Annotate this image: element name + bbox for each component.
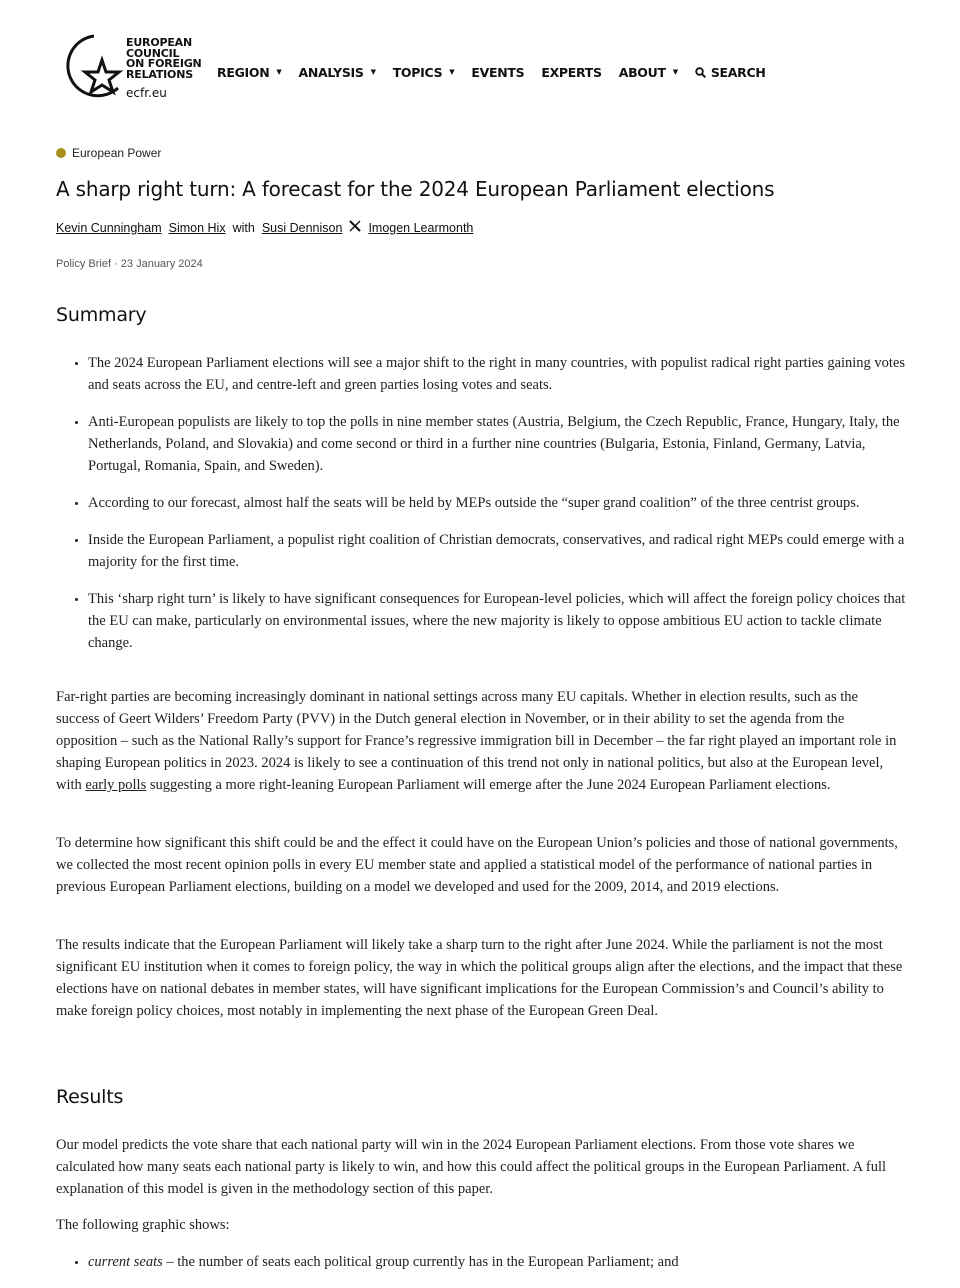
logo-wordmark [126, 38, 216, 80]
category-dot [56, 148, 66, 158]
nav-item-label: ANALYSIS [298, 64, 364, 80]
logo-domain: ecfr.eu [126, 86, 167, 100]
ecfr-logo[interactable] [56, 30, 206, 106]
nav-item-region[interactable] [217, 65, 281, 80]
list-item: • The 2024 European Parliament elections will see a major shift to the right in many countries, with populist radical right parties gaining votes and seats across the EU, and centre-left and green parties losing votes and seats. [88, 352, 916, 396]
list-item: • Inside the European Parliament, a populist right coalition of Christian democrats, conservatives, and radical right MEPs could emerge with a majority for the first time. [88, 529, 916, 573]
nav-item-label: REGION [217, 64, 270, 80]
term: current seats [88, 1254, 163, 1270]
nav-item-analysis[interactable] [298, 65, 375, 80]
nav-item-events[interactable] [471, 65, 524, 80]
category-label: European Power [72, 146, 162, 160]
nav-item-experts[interactable] [541, 65, 601, 80]
results-heading: Results [56, 1086, 124, 1108]
results-list [72, 1251, 916, 1288]
search-button[interactable] [695, 65, 766, 80]
logo-line: COUNCIL [126, 46, 180, 60]
body-paragraph [56, 686, 904, 796]
list-item: • This ‘sharp right turn’ is likely to have significant consequences for European-level policies, which will affect the foreign policy choices that the EU can make, particularly on environmental issues, where the new majority is likely to oppose ambitious EU action to tackle climate change. [88, 588, 916, 654]
ecfr-star-logo-icon [56, 30, 128, 106]
definition: – the number of seats each political group currently has in the European Parliament; and [162, 1254, 679, 1270]
with-label: with [232, 220, 255, 235]
search-icon [695, 67, 706, 78]
x-icon[interactable] [349, 220, 361, 235]
body-paragraph: The results indicate that the European Parliament will likely take a sharp turn to the right after June 2024. While the parliament is not the most significant EU institution when it comes to foreign policy, the way in which the political groups align after the elections, and the impact that these elections have on national debates in member states, will have significant implications for the European Commission’s and Council’s ability to make foreign policy choices, most notably in implementing the next phase of the European Green Deal. [56, 937, 903, 1019]
logo-line: ON FOREIGN [126, 57, 202, 70]
page-title: A sharp right turn: A forecast for the 2024 European Parliament elections [56, 177, 775, 201]
nav-item-about[interactable] [619, 65, 678, 80]
logo-line: EUROPEAN [126, 36, 192, 49]
author-list [56, 220, 480, 235]
author-link[interactable]: Kevin Cunningham [56, 220, 162, 235]
list-item: • Anti-European populists are likely to top the polls in nine member states (Austria, Belgium, the Czech Republic, France, Hungary, Italy, the Netherlands, Poland, and Slovakia) and come second or third in a further nine countries (Bulgaria, Estonia, Finland, Germany, Latvia, Portugal, Romania, Spain, and Sweden). [88, 411, 916, 477]
article-meta: Policy Brief · 23 January 2024 [56, 258, 203, 270]
body-paragraph: To determine how significant this shift could be and the effect it could have on the European Union’s policies and those of national governments, we collected the most recent opinion polls in every EU member state and applied a statistical model of the performance of national parties in previous European Parliament elections, building on a model we developed and used for the 2009, 2014, and 2019 elections. [56, 835, 898, 895]
logo-line: RELATIONS [126, 67, 193, 81]
category-tag[interactable] [56, 146, 161, 160]
chevron-down-icon: ▼ [449, 68, 455, 76]
nav-item-label: ABOUT [618, 64, 666, 80]
author-link[interactable]: Simon Hix [168, 220, 226, 235]
author-link[interactable]: Imogen Learmonth [368, 220, 474, 235]
chevron-down-icon: ▼ [370, 68, 376, 76]
author-link[interactable]: Susi Dennison [261, 220, 343, 235]
chevron-down-icon: ▼ [672, 68, 678, 76]
main-nav [217, 62, 766, 82]
summary-heading: Summary [56, 304, 147, 326]
list-item [88, 1251, 916, 1273]
chevron-down-icon: ▼ [276, 68, 282, 76]
nav-item-topics[interactable] [393, 65, 455, 80]
body-paragraph: The following graphic shows: [56, 1217, 230, 1233]
early-polls-link[interactable]: early polls [85, 777, 147, 793]
nav-item-label: TOPICS [392, 64, 443, 80]
nav-item-label: EXPERTS [541, 64, 602, 80]
paragraph-text: suggesting a more right-leaning European Parliament will emerge after the June 2024 European Parliament elections. [146, 777, 831, 793]
body-paragraph: Our model predicts the vote share that each national party will win in the 2024 European Parliament elections. From those vote shares we calculated how many seats each national party is likely to win, and how this could affect the political groups in the European Parliament. A full explanation of this model is given in the methodology section of this paper. [56, 1137, 887, 1197]
summary-list [72, 352, 916, 669]
list-item: • According to our forecast, almost half the seats will be held by MEPs outside the “super grand coalition” of the three centrist groups. [88, 492, 916, 514]
search-label: SEARCH [710, 64, 766, 80]
site-header [56, 30, 916, 110]
nav-item-label: EVENTS [471, 64, 525, 80]
paragraph-text: Far-right parties are becoming increasingly dominant in national settings across many EU capitals. Whether in election results, such as the success of Geert Wilders’ Freedom Party (PVV) in the Dutch general election in November, or in their ability to set the agenda from the opposition – such as the National Rally’s support for France’s regressive immigration bill in December – the far right played an important role in shaping European politics in 2023. 2024 is likely to see a continuation of this trend not only in national politics, but also at the European level, with [56, 689, 897, 793]
